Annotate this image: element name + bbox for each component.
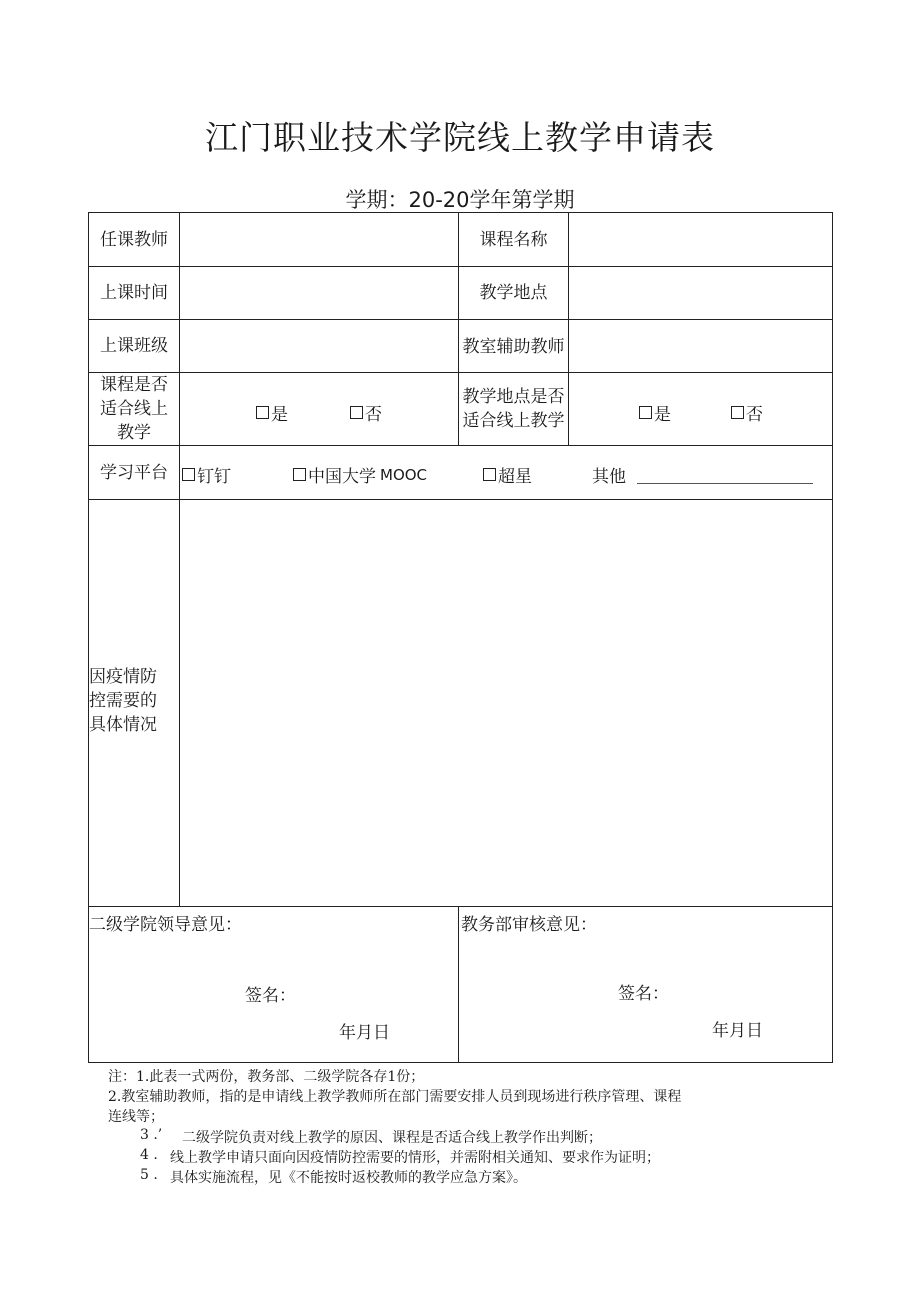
note-5: 具体实施流程，见《不能按时返校教师的教学应急方案》。 (170, 1170, 527, 1186)
academic-date-label: 年月日 (712, 1021, 763, 1041)
note-4-number: 4 . (140, 1147, 158, 1163)
platform-mooc-checkbox[interactable]: 中国大学 MOOC (293, 462, 427, 487)
place-suitable-no-checkbox[interactable]: 否 (731, 400, 763, 425)
course-field[interactable] (569, 213, 832, 266)
course-label: 课程名称 (479, 229, 548, 250)
place-suitable-yes-checkbox[interactable]: 是 (639, 400, 671, 425)
college-opinion-label: 二级学院领导意见： (89, 915, 242, 935)
time-field[interactable] (180, 267, 458, 319)
suitable-no-checkbox[interactable]: 否 (350, 400, 382, 425)
place-field[interactable] (569, 267, 832, 319)
platform-other-underline[interactable] (637, 483, 813, 484)
college-sign-label: 签名： (245, 986, 296, 1006)
teacher-field[interactable] (180, 213, 458, 266)
assistant-field[interactable] (569, 320, 832, 372)
platform-dingtalk-checkbox[interactable]: 钉钉 (182, 462, 231, 487)
suitable-options (180, 373, 458, 445)
note-5-number: 5 . (140, 1167, 158, 1183)
checkbox-icon (350, 406, 363, 419)
place-suitable-label: 教学地点是否适合线上教学 (462, 387, 565, 431)
checkbox-icon (731, 406, 744, 419)
platform-label: 学习平台 (100, 462, 168, 483)
academic-sign-label: 签名： (618, 984, 669, 1004)
platform-options (180, 446, 832, 499)
platform-chaoxing-checkbox[interactable]: 超星 (483, 462, 532, 487)
note-4: 线上教学申请只面向因疫情防控需要的情形，并需附相关通知、要求作为证明； (170, 1150, 660, 1166)
suitable-yes-checkbox[interactable]: 是 (256, 400, 288, 425)
suitable-label: 课程是否适合线上教学 (100, 375, 168, 443)
time-label: 上课时间 (100, 283, 168, 303)
checkbox-icon (483, 468, 496, 481)
checkbox-icon (182, 468, 195, 481)
note-3: 二级学院负责对线上教学的原因、课程是否适合线上教学作出判断； (182, 1130, 602, 1146)
college-opinion-section[interactable] (89, 907, 458, 1062)
situation-label: 因疫情防控需要的具体情况 (89, 667, 157, 735)
academic-opinion-section[interactable] (459, 907, 832, 1062)
academic-opinion-label: 教务部审核意见： (461, 915, 597, 935)
checkbox-icon (293, 468, 306, 481)
situation-field[interactable] (180, 500, 832, 906)
place-suitable-options (569, 373, 832, 445)
platform-other-label: 其他 (592, 467, 626, 487)
note-2-continued: 连线等； (108, 1109, 164, 1125)
teacher-label: 任课教师 (100, 229, 168, 250)
note-3-number: 3 .’ (140, 1127, 163, 1143)
class-field[interactable] (180, 320, 458, 372)
place-label: 教学地点 (479, 283, 548, 303)
class-label: 上课班级 (100, 336, 168, 356)
note-2: 2.教室辅助教师，指的是申请线上教学教师所在部门需要安排人员到现场进行秩序管理、课程 (108, 1089, 682, 1105)
checkbox-icon (256, 406, 269, 419)
term-line: 学期：20-20学年第学期 (345, 188, 575, 212)
assistant-label: 教室辅助教师 (462, 337, 565, 357)
checkbox-icon (639, 406, 652, 419)
page-title: 江门职业技术学院线上教学申请表 (205, 118, 715, 157)
table-border-bottom (88, 1062, 833, 1063)
college-date-label: 年月日 (339, 1023, 390, 1043)
note-1: 注：1.此表一式两份，教务部、二级学院各存1份； (108, 1069, 425, 1085)
table-border-right (832, 212, 833, 1063)
